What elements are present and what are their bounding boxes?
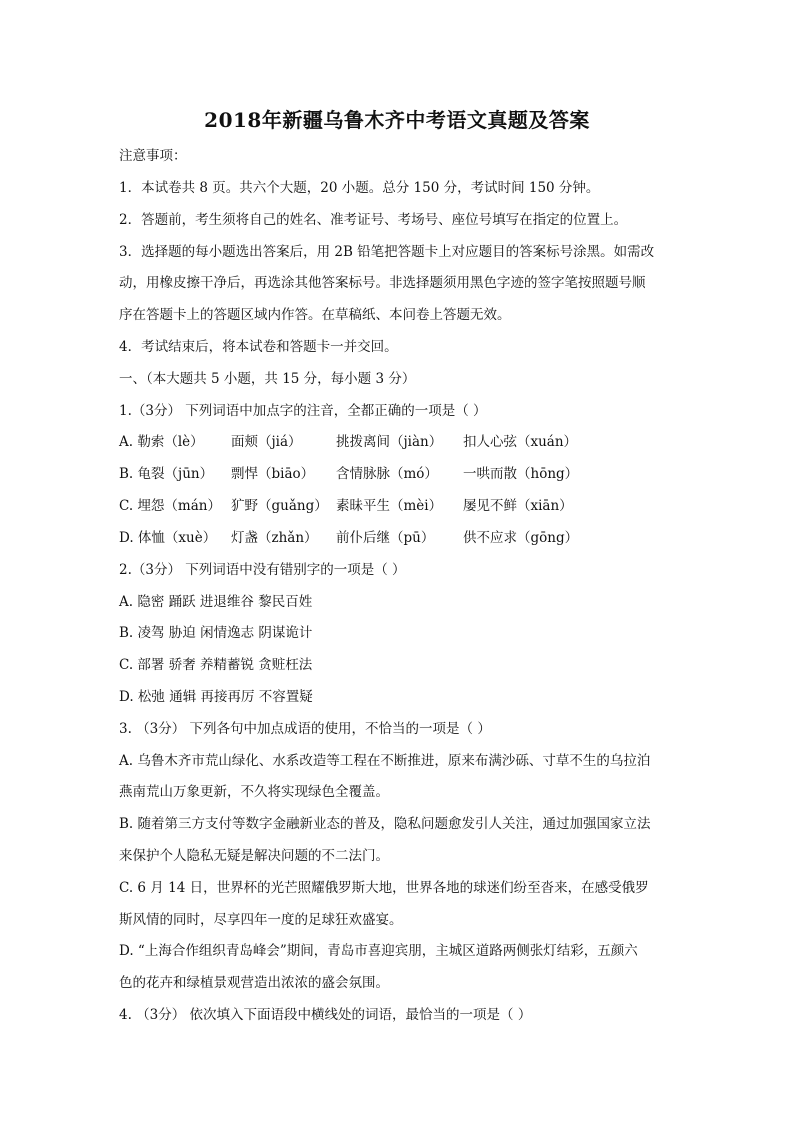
q3-option-d-line-1: D. “上海合作组织青岛峰会”期间，青岛市喜迎宾朋，主城区道路两侧张灯结彩，五颜六 bbox=[119, 943, 638, 959]
q3-option-c-line-2: 斯风情的同时，尽享四年一度的足球狂欢盛宴。 bbox=[119, 912, 403, 928]
q3-option-d-line-2: 色的花卉和绿植景观营造出浓浓的盛会氛围。 bbox=[119, 975, 389, 991]
q2-option-b: B. 凌驾 胁迫 闲情逸志 阴谋诡计 bbox=[119, 625, 313, 641]
notice-heading: 注意事项： bbox=[119, 148, 187, 164]
q1-option-c-2: 犷野（guǎng） bbox=[231, 498, 328, 514]
q1-option-b-3: 含情脉脉（mó） bbox=[336, 466, 438, 482]
q2-option-a: A. 隐密 踊跃 进退维谷 黎民百姓 bbox=[119, 594, 313, 610]
notice-item: 4．考试结束后，将本试卷和答题卡一并交回。 bbox=[119, 339, 398, 355]
q1-option-a-4: 扣人心弦（xuán） bbox=[463, 434, 578, 450]
notice-item: 1．本试卷共 8 页。共六个大题，20 小题。总分 150 分，考试时间 150 分钟。 bbox=[119, 180, 600, 196]
q1-option-d-1: D. 体恤（xuè） bbox=[119, 530, 217, 546]
q1-option-d-2: 灯盏（zhǎn） bbox=[231, 530, 318, 546]
q1-option-a-1: A. 勒索（lè） bbox=[119, 434, 204, 450]
q3-option-a-line-2: 燕南荒山万象更新，不久将实现绿色全覆盖。 bbox=[119, 784, 389, 800]
q3-option-b-line-1: B. 随着第三方支付等数字金融新业态的普及，隐私问题愈发引人关注，通过加强国家立法 bbox=[119, 816, 651, 832]
notice-item: 2．答题前，考生须将自己的姓名、准考证号、考场号、座位号填写在指定的位置上。 bbox=[119, 212, 628, 228]
q1-option-c-3: 素昧平生（mèi） bbox=[336, 498, 443, 514]
q1-option-c-1: C. 埋怨（mán） bbox=[119, 498, 221, 514]
q1-option-b-1: B. 龟裂（jūn） bbox=[119, 466, 214, 482]
q1-option-d-3: 前仆后继（pū） bbox=[336, 530, 435, 546]
q2-option-d: D. 松弛 通辑 再接再厉 不容置疑 bbox=[119, 689, 313, 705]
q3-option-c-line-1: C. 6 月 14 日，世界杯的光芒照耀俄罗斯大地，世界各地的球迷们纷至沓来，在感受俄罗 bbox=[119, 880, 649, 896]
question-3-stem: 3. （3分） 下列各句中加点成语的使用，不恰当的一项是（ ） bbox=[119, 721, 491, 737]
q1-option-b-2: 剽悍（biāo） bbox=[231, 466, 315, 482]
q1-option-d-4: 供不应求（gōng） bbox=[463, 530, 579, 546]
q1-option-b-4: 一哄而散（hōng） bbox=[463, 466, 579, 482]
q2-option-c: C. 部署 骄奢 养精蓄锐 贪赃枉法 bbox=[119, 657, 313, 673]
notice-item: 动，用橡皮擦干净后，再选涂其他答案标号。非选择题须用黑色字迹的签字笔按照题号顺 bbox=[119, 275, 646, 291]
q3-option-a-line-1: A. 乌鲁木齐市荒山绿化、水系改造等工程在不断推进，原来布满沙砾、寸草不生的乌拉泊 bbox=[119, 753, 651, 769]
question-2-stem: 2.（3分） 下列词语中没有错别字的一项是（ ） bbox=[119, 562, 406, 578]
document-title: 2018年新疆乌鲁木齐中考语文真题及答案 bbox=[204, 108, 590, 132]
notice-item: 3．选择题的每小题选出答案后，用 2B 铅笔把答题卡上对应题目的答案标号涂黑。如需改 bbox=[119, 244, 655, 260]
section-heading: 一、（本大题共 5 小题，共 15 分，每小题 3 分） bbox=[119, 371, 416, 387]
q1-option-c-4: 屡见不鲜（xiān） bbox=[463, 498, 573, 514]
q3-option-b-line-2: 来保护个人隐私无疑是解决问题的不二法门。 bbox=[119, 848, 389, 864]
question-1-stem: 1.（3分） 下列词语中加点字的注音，全都正确的一项是（ ） bbox=[119, 403, 487, 419]
question-4-stem: 4. （3分） 依次填入下面语段中横线处的词语，最恰当的一项是（ ） bbox=[119, 1007, 532, 1023]
q1-option-a-3: 挑拨离间（jiàn） bbox=[336, 434, 443, 450]
q1-option-a-2: 面颊（jiá） bbox=[231, 434, 302, 450]
notice-item: 序在答题卡上的答题区域内作答。在草稿纸、本问卷上答题无效。 bbox=[119, 307, 511, 323]
